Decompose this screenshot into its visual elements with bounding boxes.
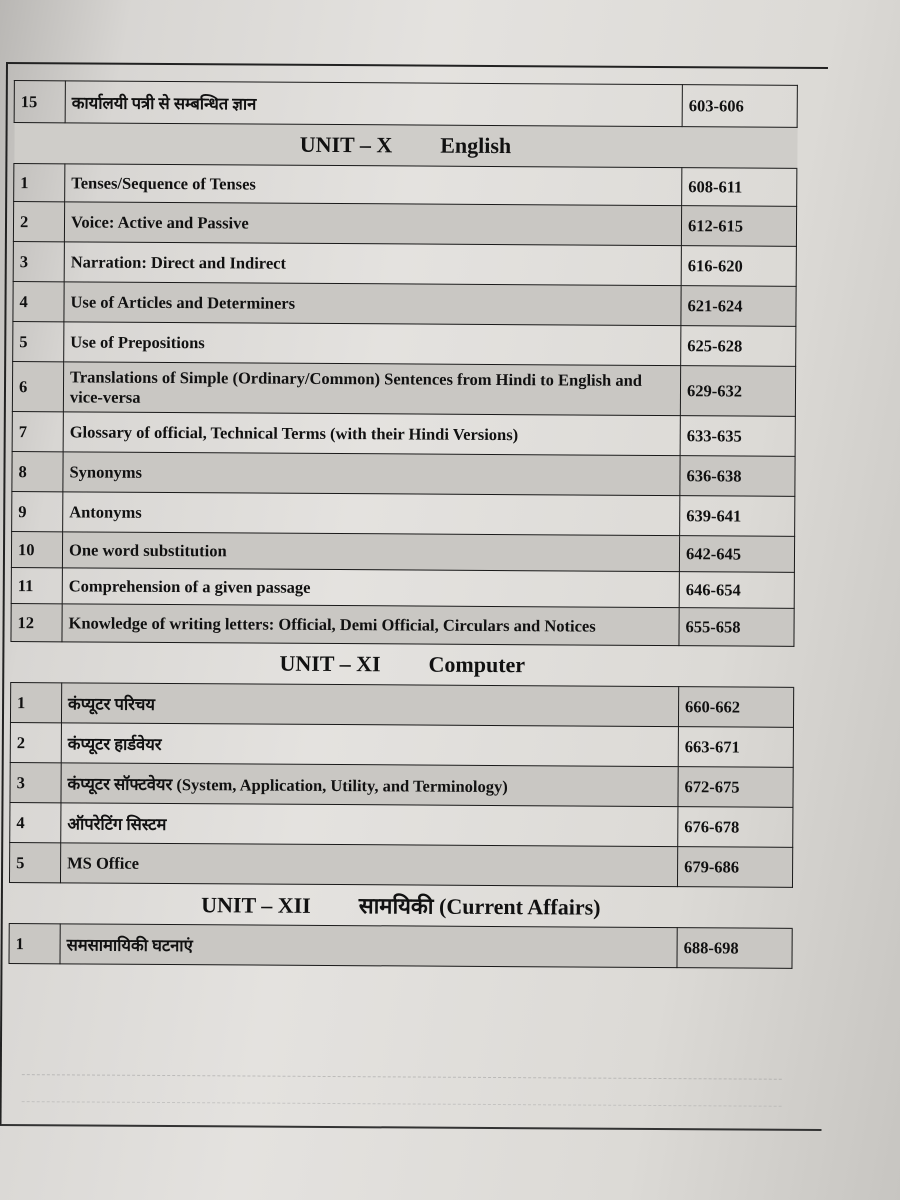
chapter-title: कंप्यूटर सॉफ्टवेयर (System, Application, Utility, and Terminology): [61, 763, 678, 807]
chapter-number: 5: [9, 843, 60, 883]
chapter-number: 1: [10, 683, 61, 723]
chapter-number: 9: [12, 492, 63, 532]
table-row: [12, 362, 795, 417]
chapter-title: कार्यालयी पत्री से सम्बन्धित ज्ञान: [65, 81, 682, 127]
chapter-number: 2: [13, 202, 64, 242]
chapter-number: 4: [13, 282, 64, 322]
unit-code: UNIT – XII: [201, 892, 311, 918]
page-range: 621-624: [681, 286, 796, 327]
book-page: [0, 62, 828, 1131]
page-range: 660-662: [678, 687, 793, 728]
chapter-title: कंप्यूटर परिचय: [61, 683, 678, 727]
page-range: 663-671: [678, 727, 793, 768]
chapter-title: कंप्यूटर हार्डवेयर: [61, 723, 678, 767]
chapter-number: 3: [13, 242, 64, 282]
table-row: [14, 164, 797, 207]
page-range: 612-615: [681, 206, 796, 247]
table-row: [10, 723, 793, 768]
page-range: 616-620: [681, 246, 796, 287]
table-row: [14, 81, 797, 128]
page-range: 642-645: [679, 536, 794, 573]
page-range: 646-654: [679, 572, 794, 609]
chapter-title: Narration: Direct and Indirect: [64, 242, 681, 286]
table-of-contents: [8, 80, 797, 969]
chapter-title: Antonyms: [63, 492, 680, 536]
page-range: 639-641: [680, 496, 795, 537]
page-range: 603-606: [682, 85, 797, 128]
chapter-title: समसामायिकी घटनाएं: [60, 924, 677, 968]
chapter-number: 5: [13, 322, 64, 362]
unit-code: UNIT – XI: [279, 650, 381, 677]
table-row: [13, 242, 796, 287]
chapter-title: MS Office: [60, 843, 677, 887]
table-row: [11, 532, 794, 573]
chapter-number: 1: [14, 164, 65, 202]
unit-heading-row: [9, 883, 792, 929]
chapter-title: Translations of Simple (Ordinary/Common) Sentences from Hindi to English and vice-versa: [63, 362, 680, 416]
chapter-number: 3: [10, 763, 61, 803]
page-range: 636-638: [680, 456, 795, 497]
table-row: [13, 282, 796, 327]
chapter-number: 4: [10, 803, 61, 843]
chapter-title: One word substitution: [62, 532, 679, 572]
chapter-number: 12: [11, 604, 62, 642]
chapter-number: 6: [12, 362, 63, 412]
table-row: [10, 763, 793, 808]
chapter-number: 7: [12, 412, 63, 452]
table-row: [11, 568, 794, 609]
chapter-title: Use of Articles and Determiners: [64, 282, 681, 326]
chapter-number: 10: [11, 532, 62, 568]
chapter-number: 1: [9, 924, 60, 964]
chapter-title: Voice: Active and Passive: [64, 202, 681, 246]
chapter-number: 11: [11, 568, 62, 604]
unit-name: English: [440, 132, 512, 159]
chapter-title: ऑपरेटिंग सिस्टम: [61, 803, 678, 847]
chapter-number: 2: [10, 723, 61, 763]
table-row: [13, 322, 796, 367]
chapter-title: Knowledge of writing letters: Official, Demi Official, Circulars and Notices: [62, 604, 679, 646]
table-row: [12, 492, 795, 537]
page-range: 672-675: [678, 767, 793, 808]
page-range: 676-678: [678, 807, 793, 848]
chapter-title: Tenses/Sequence of Tenses: [65, 164, 682, 206]
table-row: [13, 202, 796, 247]
unit-code: UNIT – X: [299, 131, 393, 158]
table-row: [9, 924, 792, 969]
table-row: [11, 604, 794, 647]
page-range: 688-698: [677, 928, 792, 969]
page-range: 655-658: [679, 608, 794, 647]
page-footer-smudge: [22, 1074, 782, 1107]
page-range: 633-635: [680, 416, 795, 457]
table-row: [10, 683, 793, 728]
table-row: [12, 412, 795, 457]
unit-heading-row: [14, 123, 797, 169]
page-range: 679-686: [677, 847, 792, 888]
table-row: [9, 843, 792, 888]
unit-name: सामयिकी (Current Affairs): [358, 893, 601, 920]
page-range: 625-628: [681, 326, 796, 367]
unit-heading: [14, 123, 797, 169]
chapter-title: Comprehension of a given passage: [62, 568, 679, 608]
table-row: [12, 452, 795, 497]
unit-name: Computer: [428, 651, 526, 678]
chapter-title: Synonyms: [63, 452, 680, 496]
chapter-number: 15: [14, 81, 65, 123]
unit-heading: [11, 642, 794, 688]
page-range: 608-611: [682, 168, 797, 207]
toc-body: [9, 81, 797, 969]
unit-heading: [9, 883, 792, 929]
page-range: 629-632: [680, 366, 795, 417]
chapter-title: Glossary of official, Technical Terms (with their Hindi Versions): [63, 412, 680, 456]
unit-heading-row: [11, 642, 794, 688]
table-row: [10, 803, 793, 848]
chapter-number: 8: [12, 452, 63, 492]
chapter-title: Use of Prepositions: [64, 322, 681, 366]
